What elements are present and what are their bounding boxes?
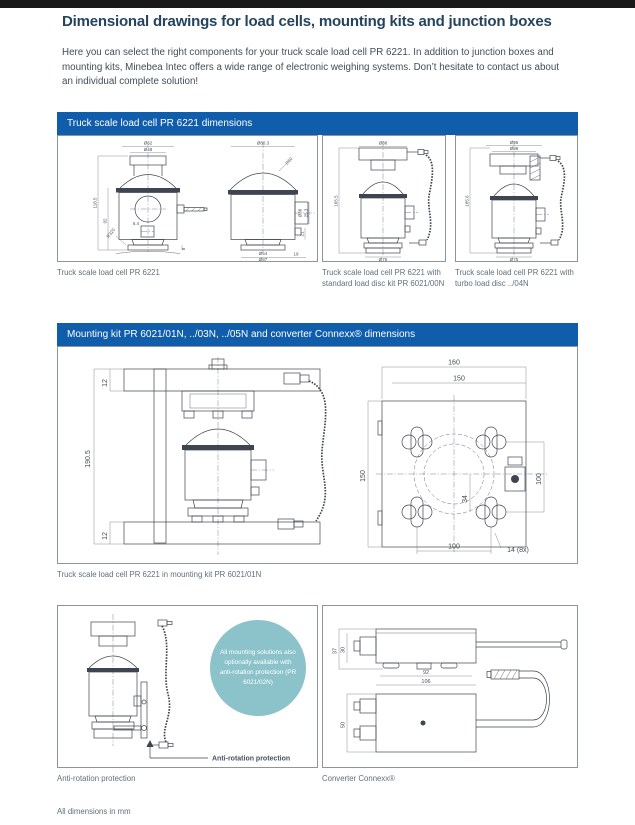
intro-text: Here you can select the right components for your truck scale load cell PR 6221. In addition to junction boxes and mounting kits, Minebea Intec offers a wide range of electronic weighing systems. Don’t hesitate to contact us about an individual complete solution! — [62, 47, 560, 88]
dim-label: 14 (8x) — [507, 547, 529, 554]
section2-header-band: Mounting kit PR 6021/01N, ../03N, ../05N and converter Connexx® dimensions — [57, 323, 578, 346]
dim-label: Ø38 — [297, 208, 303, 218]
dim-label: 106 — [421, 679, 431, 685]
dim-label: 12 — [102, 379, 109, 387]
dim-label: 150 — [453, 375, 465, 383]
dim-label: Ø88 — [378, 140, 388, 146]
dim-label: 8 — [181, 247, 186, 251]
badge-anti-rotation-option: All mounting solutions also optionally available with anti-rotation protection (PR 6021/02N) — [210, 620, 306, 716]
dim-label: 50 — [340, 721, 347, 729]
drawing-box-turbo-disc — [455, 135, 578, 262]
dim-label: 21 — [299, 231, 305, 237]
dim-label: Ø80.3 — [256, 140, 270, 146]
dim-label: 37 — [332, 647, 339, 655]
drawing-mounting-kit-side — [66, 353, 366, 558]
dim-label: Ø95 — [509, 139, 519, 145]
dim-label: Ø88 — [509, 146, 519, 151]
dim-label: Ø76 — [378, 257, 388, 261]
top-bar — [0, 0, 635, 8]
dim-label: 19 — [293, 251, 299, 257]
section1-header-band: Truck scale load cell PR 6221 dimensions — [57, 112, 578, 135]
dim-label: 92 — [422, 670, 430, 676]
dim-label: 92 — [102, 218, 108, 224]
dim-label: Ø54 — [258, 251, 268, 256]
drawing-box-standard-disc — [322, 135, 446, 262]
drawing-pr6221-standard-disc — [323, 136, 445, 261]
dim-label: 34 — [462, 495, 469, 503]
caption-anti-rotation: Anti-rotation protection — [57, 774, 136, 783]
dim-label: Ø48 — [143, 147, 153, 153]
drawing-converter-connexx — [323, 606, 577, 767]
anti-rotation-arrow-label: Anti-rotation protection — [212, 755, 291, 763]
drawing-box-mounting-kit — [57, 346, 578, 564]
drawing-mounting-plate-top — [358, 353, 573, 558]
drawing-box-anti-rotation — [57, 605, 318, 768]
dim-label: 118.5 — [92, 197, 98, 209]
dim-label: Ø87 — [258, 257, 268, 261]
dim-label: 190.5 — [85, 450, 92, 468]
dim-label: 150 — [360, 470, 367, 482]
page-title: Dimensional drawings for load cells, mounting kits and junction boxes — [62, 13, 552, 30]
drawing-pr6221-turbo-disc — [456, 136, 577, 261]
drawing-pr6221-front-side — [58, 136, 317, 261]
caption-standard-disc: Truck scale load cell PR 6221 with standard load disc kit PR 6021/00N — [322, 268, 445, 288]
drawing-box-pr6221 — [57, 135, 318, 262]
dimensions-footnote: All dimensions in mm — [57, 807, 131, 816]
dim-label: 165.5 — [333, 195, 339, 207]
dim-label: 12 — [102, 532, 109, 540]
dim-label: 30 — [340, 646, 347, 654]
dim-label: R320 — [105, 227, 117, 239]
dim-label: 185.6 — [464, 195, 470, 207]
caption-mounting-kit: Truck scale load cell PR 6221 in mounting kit PR 6021/01N — [57, 570, 262, 579]
drawing-box-converter — [322, 605, 578, 768]
dim-label: 25.3 — [303, 208, 309, 218]
caption-turbo-disc: Truck scale load cell PR 6221 with turbo load disc ../04N — [455, 268, 574, 288]
dim-label: 100 — [448, 543, 460, 551]
caption-converter: Converter Connexx® — [322, 774, 395, 783]
dim-label: 6.4 — [132, 221, 140, 226]
caption-pr6221: Truck scale load cell PR 6221 — [57, 268, 160, 277]
dim-label: R60 — [284, 156, 294, 166]
dim-label: Ø75 — [509, 257, 519, 261]
dim-label: 160 — [448, 359, 460, 367]
dim-label: 100 — [536, 473, 543, 485]
dim-label: Ø62 — [143, 140, 153, 146]
